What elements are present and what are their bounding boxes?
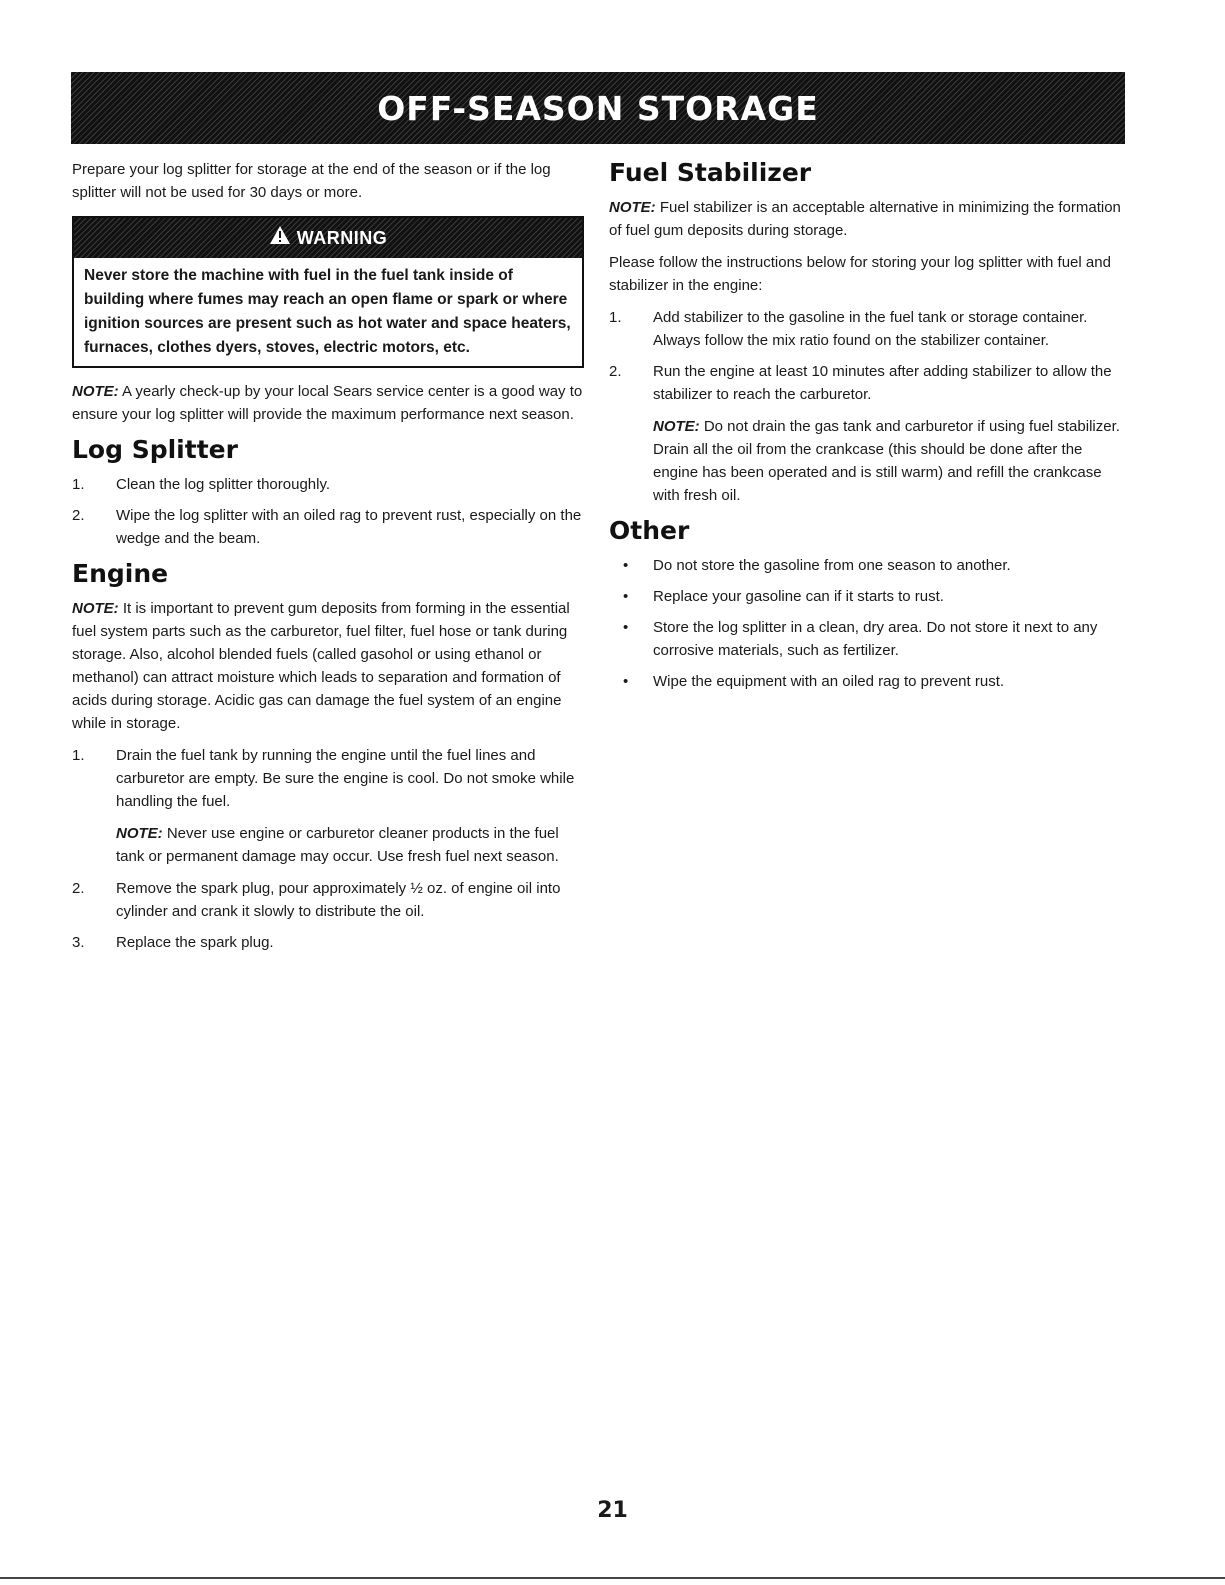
list-item	[72, 744, 584, 813]
list-item	[72, 877, 584, 923]
item-text: Run the engine at least 10 minutes after adding stabilizer to allow the stabilizer to reach the carburetor.	[653, 363, 1112, 403]
note-paragraph	[72, 380, 584, 426]
item-number: 2.	[609, 363, 622, 380]
left-column	[72, 158, 584, 963]
item-text: Add stabilizer to the gasoline in the fuel tank or storage container. Always follow the mix ratio found on the stabilizer container.	[653, 309, 1088, 349]
list-item	[609, 670, 1124, 693]
bottom-rule	[0, 1577, 1225, 1579]
log-splitter-list	[72, 473, 584, 550]
item-text: Wipe the log splitter with an oiled rag to prevent rust, especially on the wedge and the beam.	[116, 507, 582, 547]
bullet-icon: •	[623, 557, 629, 574]
item-number: 1.	[609, 309, 622, 326]
warning-title: WARNING	[296, 227, 388, 248]
list-item	[609, 554, 1124, 577]
intro-text: Prepare your log splitter for storage at the end of the season or if the log splitter will not be used for 30 days or more.	[72, 161, 551, 201]
stabilizer-list	[609, 306, 1124, 406]
item-text: Store the log splitter in a clean, dry area. Do not store it next to any corrosive materials, such as fertilizer.	[653, 619, 1098, 659]
item-text: Drain the fuel tank by running the engine until the fuel lines and carburetor are empty. Be sure the engine is cool. Do not smoke while handling the fuel.	[116, 747, 575, 810]
list-item	[72, 473, 584, 496]
item-number: 2.	[72, 880, 85, 897]
note-text: Never use engine or carburetor cleaner products in the fuel tank or permanent damage may occur. Use fresh fuel next season.	[116, 825, 559, 865]
warning-box	[72, 216, 584, 368]
list-item	[609, 585, 1124, 608]
page-number: 21	[597, 1498, 628, 1523]
note-label: NOTE:	[653, 418, 700, 435]
page-title: OFF-SEASON STORAGE	[377, 88, 819, 128]
other-list	[609, 554, 1124, 693]
item-text: Remove the spark plug, pour approximately ½ oz. of engine oil into cylinder and crank it slowly to distribute the oil.	[116, 880, 561, 920]
bullet-icon: •	[623, 588, 629, 605]
bullet-icon: •	[623, 673, 629, 690]
engine-list	[72, 744, 584, 813]
note-paragraph	[609, 196, 1124, 242]
item-number: 2.	[72, 507, 85, 524]
note-label: NOTE:	[72, 383, 119, 400]
item-number: 1.	[72, 476, 85, 493]
engine-list-continued	[72, 877, 584, 954]
right-column	[609, 158, 1124, 702]
note-label: NOTE:	[72, 600, 119, 617]
heading-engine: Engine	[72, 559, 169, 588]
note-text: It is important to prevent gum deposits from forming in the essential fuel system parts such as the carburetor, fuel filter, fuel hose or tank during storage. Also, alcohol blended fuels (called gasohol or using ethanol or methanol) can attract moisture which leads to separation and formation of acids during storage. Acidic gas can damage the fuel system of an engine while in storage.	[72, 600, 570, 732]
list-item	[609, 306, 1124, 352]
list-item	[609, 616, 1124, 662]
heading-log-splitter: Log Splitter	[72, 435, 238, 464]
note-paragraph	[72, 597, 584, 735]
item-text: Replace the spark plug.	[116, 934, 274, 951]
note-text: Do not drain the gas tank and carburetor if using fuel stabilizer. Drain all the oil from the crankcase (this should be done after the engine has been operated and is still warm) and refill the crankcase with fresh oil.	[653, 418, 1120, 504]
heading-other: Other	[609, 516, 690, 545]
warning-text: Never store the machine with fuel in the fuel tank inside of building where fumes may reach an open flame or spark or where ignition sources are present such as hot water and space heaters, furnaces, clothes dyers, stoves, electric motors, etc.	[84, 267, 571, 356]
warning-triangle-icon	[269, 225, 291, 251]
warning-header	[74, 218, 582, 258]
item-text: Do not store the gasoline from one season to another.	[653, 557, 1011, 574]
list-item	[72, 931, 584, 954]
sub-note-paragraph	[72, 822, 584, 868]
item-text: Wipe the equipment with an oiled rag to prevent rust.	[653, 673, 1005, 690]
sub-note-paragraph	[609, 415, 1124, 507]
note-label: NOTE:	[609, 199, 656, 216]
note-label: NOTE:	[116, 825, 163, 842]
list-item	[609, 360, 1124, 406]
section-banner	[71, 72, 1125, 144]
stabilizer-intro: Please follow the instructions below for storing your log splitter with fuel and stabilizer in the engine:	[609, 254, 1111, 294]
item-text: Replace your gasoline can if it starts to rust.	[653, 588, 944, 605]
item-number: 3.	[72, 934, 85, 951]
item-text: Clean the log splitter thoroughly.	[116, 476, 331, 493]
item-number: 1.	[72, 747, 85, 764]
note-text: A yearly check-up by your local Sears service center is a good way to ensure your log splitter will provide the maximum performance next season.	[72, 383, 583, 423]
bullet-icon: •	[623, 619, 629, 636]
list-item	[72, 504, 584, 550]
heading-fuel-stabilizer: Fuel Stabilizer	[609, 158, 812, 187]
note-text: Fuel stabilizer is an acceptable alternative in minimizing the formation of fuel gum deposits during storage.	[609, 199, 1121, 239]
